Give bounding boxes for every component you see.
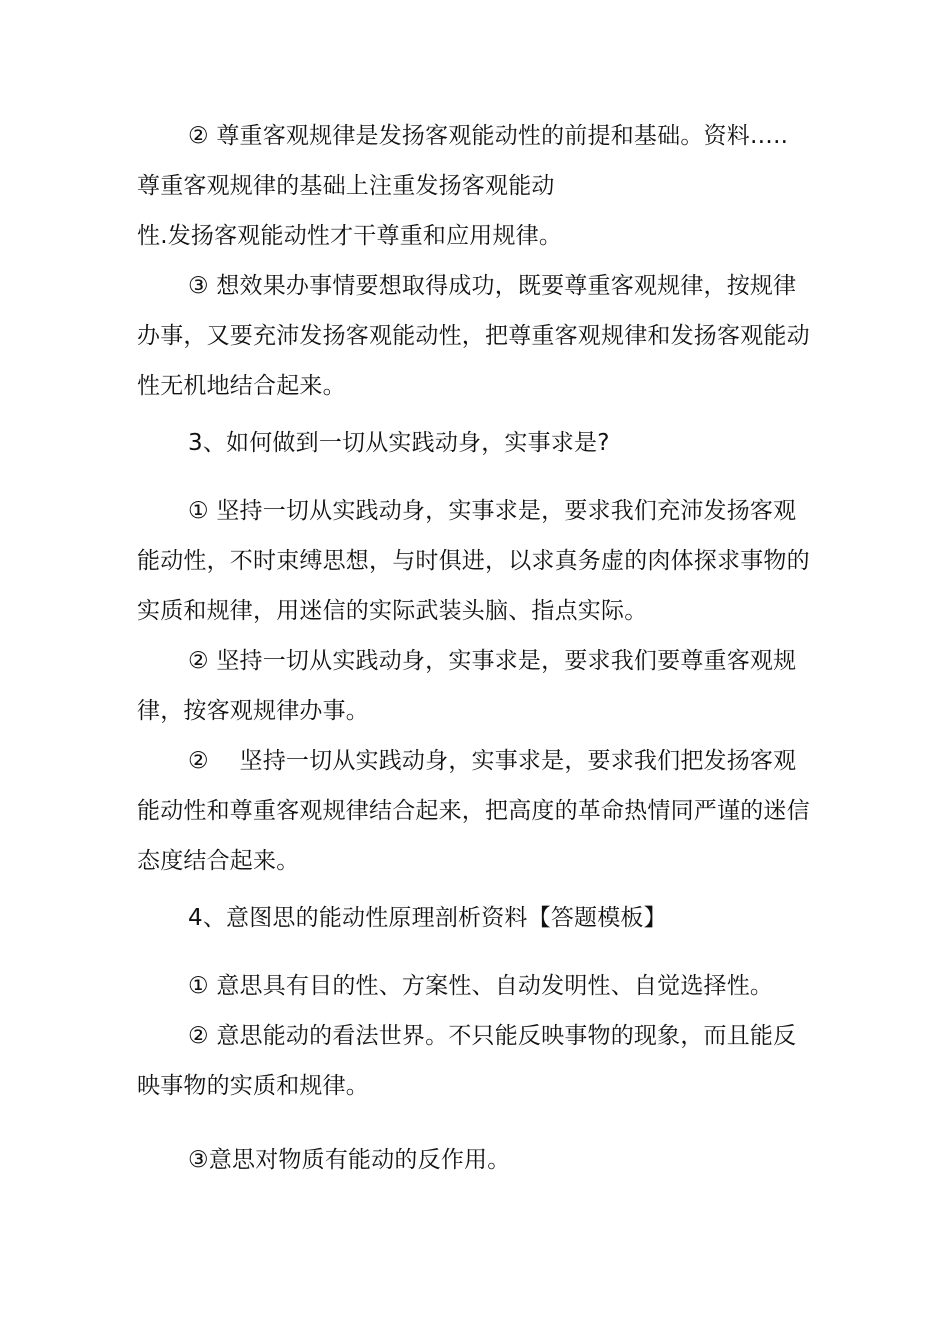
- text-line-5: 办事，又要充沛发扬客观能动性，把尊重客观规律和发扬客观能动: [137, 323, 810, 349]
- text-line-17: ① 意思具有目的性、方案性、自动发明性、自觉选择性。: [188, 973, 774, 999]
- text-line-12: 律，按客观规律办事。: [137, 698, 369, 724]
- section-heading-3: 3、如何做到一切从实践动身，实事求是?: [188, 430, 610, 456]
- text-line-2: 尊重客观规律的基础上注重发扬客观能动: [137, 173, 555, 199]
- text-line-19: 映事物的实质和规律。: [137, 1073, 369, 1099]
- text-line-20: ③意思对物质有能动的反作用。: [188, 1147, 511, 1173]
- text-line-8: ① 坚持一切从实践动身，实事求是，要求我们充沛发扬客观: [188, 498, 797, 524]
- text-line-1: ② 尊重客观规律是发扬客观能动性的前提和基础。资料…..: [188, 123, 789, 149]
- text-line-18: ② 意思能动的看法世界。不只能反映事物的现象，而且能反: [188, 1023, 797, 1049]
- text-line-6: 性无机地结合起来。: [137, 373, 346, 399]
- text-line-4: ③ 想效果办事情要想取得成功，既要尊重客观规律，按规律: [188, 273, 797, 299]
- text-line-10: 实质和规律，用迷信的实际武装头脑、指点实际。: [137, 598, 648, 624]
- text-line-15: 态度结合起来。: [137, 848, 300, 874]
- text-line-9: 能动性，不时束缚思想，与时俱进，以求真务虚的肉体探求事物的: [137, 548, 810, 574]
- text-line-13: ② 坚持一切从实践动身，实事求是，要求我们把发扬客观: [188, 748, 797, 774]
- section-heading-4: 4、意图思的能动性原理剖析资料【答题模板】: [188, 905, 667, 931]
- text-line-3: 性.发扬客观能动性才干尊重和应用规律。: [137, 223, 563, 249]
- text-line-11: ② 坚持一切从实践动身，实事求是，要求我们要尊重客观规: [188, 648, 797, 674]
- text-line-14: 能动性和尊重客观规律结合起来，把高度的革命热情同严谨的迷信: [137, 798, 810, 824]
